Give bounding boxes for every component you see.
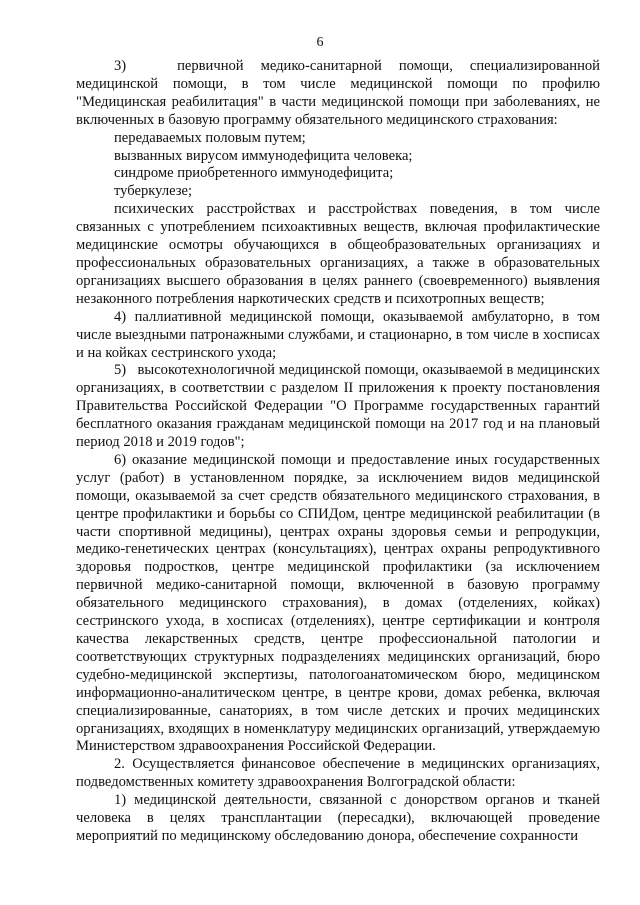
page-number: 6	[316, 35, 324, 50]
list-item-sexually-transmitted: передаваемых половым путем;	[114, 129, 306, 146]
paragraph-item-3: 3) первичной медико-санитарной помощи, специализированной медицинской помощи, в том числе медицинской помощи по профилю "Медицинская реабилитация" в части медицинской помощи при заболеваниях, не включенных в базовую программу обязательного медицинского страхования:	[76, 58, 600, 128]
paragraph-section-2-item-1: 1) медицинской деятельности, связанной с донорством органов и тканей человека в целях трансплантации (пересадки), включающей проведение мероприятий по медицинскому обследованию донора, обеспечение сохранности	[76, 792, 600, 844]
paragraph-item-6: 6) оказание медицинской помощи и предоставление иных государственных услуг (работ) в установленном порядке, за исключением видов медицинской помощи, оказываемой за счет средств обязательного медицинского страхования, в центре профилактики и борьбы со СПИДом, центре медицинской реабилитации (в части спортивной медицины), центрах охраны здоровья семьи и репродукции, медико-генетических центрах (консультациях), центрах охраны репродуктивного здоровья подростков, центре медицинской профилактики (за исключением первичной медико-санитарной помощи, включенной в базовую программу обязательного медицинского страхования), в домах (отделениях, койках) сестринского ухода, в хосписах (отделениях), центре сертификации и контроля качества лекарственных средств, центре профессиональной патологии и соответствующих структурных подразделениях медицинских организаций, бюро судебно-медицинской экспертизы, патологоанатомическом бюро, медицинском информационно-аналитическом центре, в центре крови, домах ребенка, включая специализированные, санаториях, в том числе детских и прочих медицинских организациях, входящих в номенклатуру медицинских организаций, утверждаемую Министерством здравоохранения Российской Федерации.	[76, 451, 600, 755]
list-item-mental-disorders: психических расстройствах и расстройствах поведения, в том числе связанных с употреблением психоактивных веществ, включая профилактические медицинские осмотры обучающихся в общеобразовательных организациях и профессиональных образовательных организациях, а также в образовательных организациях высшего образования в целях раннего (своевременного) выявления незаконного потребления наркотических средств и психотропных веществ;	[76, 201, 600, 307]
document-body	[76, 58, 600, 846]
list-item-hiv: вызванных вирусом иммунодефицита человека;	[114, 147, 413, 164]
paragraph-item-5: 5) высокотехнологичной медицинской помощи, оказываемой в медицинских организациях, в соответствии с разделом II приложения к проекту постановления Правительства Российской Федерации "О Программе государственных гарантий бесплатного оказания гражданам медицинской помощи на 2017 год и на плановый период 2018 и 2019 годов";	[76, 362, 600, 451]
paragraph-section-2: 2. Осуществляется финансовое обеспечение в медицинских организациях, подведомственных комитету здравоохранения Волгоградской области:	[76, 756, 600, 791]
list-item-tuberculosis: туберкулезе;	[114, 183, 193, 200]
list-item-aids: синдроме приобретенного иммунодефицита;	[114, 165, 394, 182]
paragraph-item-4: 4) паллиативной медицинской помощи, оказываемой амбулаторно, в том числе выездными патронажными службами, и стационарно, в том числе в хосписах и на койках сестринского ухода;	[76, 308, 600, 361]
